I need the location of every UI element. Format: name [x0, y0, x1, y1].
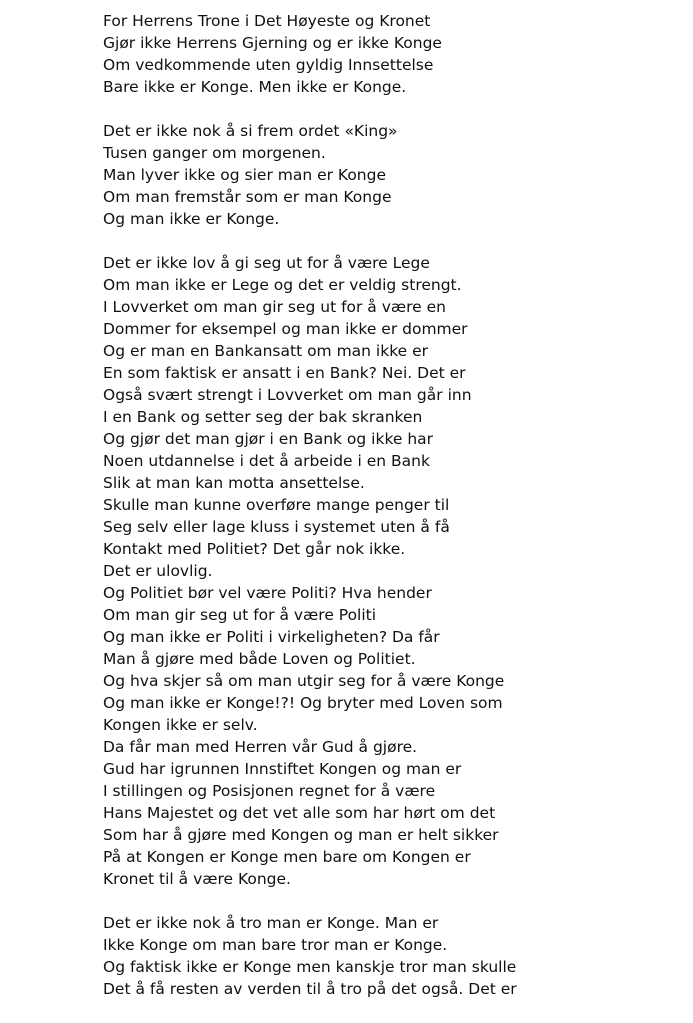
poem-line: Og man ikke er Politi i virkeligheten? Da får	[103, 628, 440, 646]
poem-line: Om man fremstår som er man Konge	[103, 188, 392, 206]
poem-line: Også svært strengt i Lovverket om man går inn	[103, 386, 472, 404]
poem-line: Gjør ikke Herrens Gjerning og er ikke Konge	[103, 34, 442, 52]
poem-line: Da får man med Herren vår Gud å gjøre.	[103, 738, 418, 756]
stanza-1	[103, 10, 683, 98]
poem-line: Kongen ikke er selv.	[103, 716, 258, 734]
poem-line: Skulle man kunne overføre mange penger til	[103, 496, 450, 514]
stanza-3	[103, 252, 683, 890]
poem-line: Hans Majestet og det vet alle som har hørt om det	[103, 804, 496, 822]
poem-line: Det er ikke nok å si frem ordet «King»	[103, 122, 398, 140]
poem-line: Det er ikke nok å tro man er Konge. Man er	[103, 914, 439, 932]
poem-line: Og man ikke er Konge!?! Og bryter med Loven som	[103, 694, 503, 712]
poem-line: Kontakt med Politiet? Det går nok ikke.	[103, 540, 406, 558]
poem-line: Og er man en Bankansatt om man ikke er	[103, 342, 429, 360]
poem-line: Seg selv eller lage kluss i systemet uten å få	[103, 518, 450, 536]
poem-line: I stillingen og Posisjonen regnet for å være	[103, 782, 436, 800]
poem-line: Og gjør det man gjør i en Bank og ikke har	[103, 430, 434, 448]
poem-line: På at Kongen er Konge men bare om Kongen er	[103, 848, 471, 866]
poem-line: Det er ikke lov å gi seg ut for å være Lege	[103, 254, 430, 272]
poem-line: Ikke Konge om man bare tror man er Konge.	[103, 936, 448, 954]
poem-line: Og man ikke er Konge.	[103, 210, 280, 228]
poem-line: Det er ulovlig.	[103, 562, 213, 580]
poem-line: Noen utdannelse i det å arbeide i en Bank	[103, 452, 430, 470]
poem-line: Kronet til å være Konge.	[103, 870, 291, 888]
poem-line: For Herrens Trone i Det Høyeste og Kronet	[103, 12, 431, 30]
poem-line: Som har å gjøre med Kongen og man er helt sikker	[103, 826, 499, 844]
poem-line: Tusen ganger om morgenen.	[103, 144, 326, 162]
poem-line: Og hva skjer så om man utgir seg for å være Konge	[103, 672, 505, 690]
poem-line: Det å få resten av verden til å tro på det også. Det er	[103, 980, 517, 998]
stanza-4	[103, 912, 683, 1000]
poem-line: Slik at man kan motta ansettelse.	[103, 474, 365, 492]
poem-line: Man å gjøre med både Loven og Politiet.	[103, 650, 416, 668]
poem-line: Og Politiet bør vel være Politi? Hva hender	[103, 584, 432, 602]
stanza-2	[103, 120, 683, 230]
poem-line: Man lyver ikke og sier man er Konge	[103, 166, 387, 184]
poem-line: Om man gir seg ut for å være Politi	[103, 606, 377, 624]
poem-line: Gud har igrunnen Innstiftet Kongen og man er	[103, 760, 462, 778]
poem-line: I en Bank og setter seg der bak skranken	[103, 408, 423, 426]
poem-line: En som faktisk er ansatt i en Bank? Nei. Det er	[103, 364, 466, 382]
poem-line: Og faktisk ikke er Konge men kanskje tror man skulle	[103, 958, 517, 976]
poem-line: Dommer for eksempel og man ikke er dommer	[103, 320, 468, 338]
poem-line: Bare ikke er Konge. Men ikke er Konge.	[103, 78, 407, 96]
poem-line: Om man ikke er Lege og det er veldig strengt.	[103, 276, 462, 294]
poem-line: I Lovverket om man gir seg ut for å være en	[103, 298, 446, 316]
poem-page	[103, 10, 683, 1022]
poem-line: Om vedkommende uten gyldig Innsettelse	[103, 56, 434, 74]
